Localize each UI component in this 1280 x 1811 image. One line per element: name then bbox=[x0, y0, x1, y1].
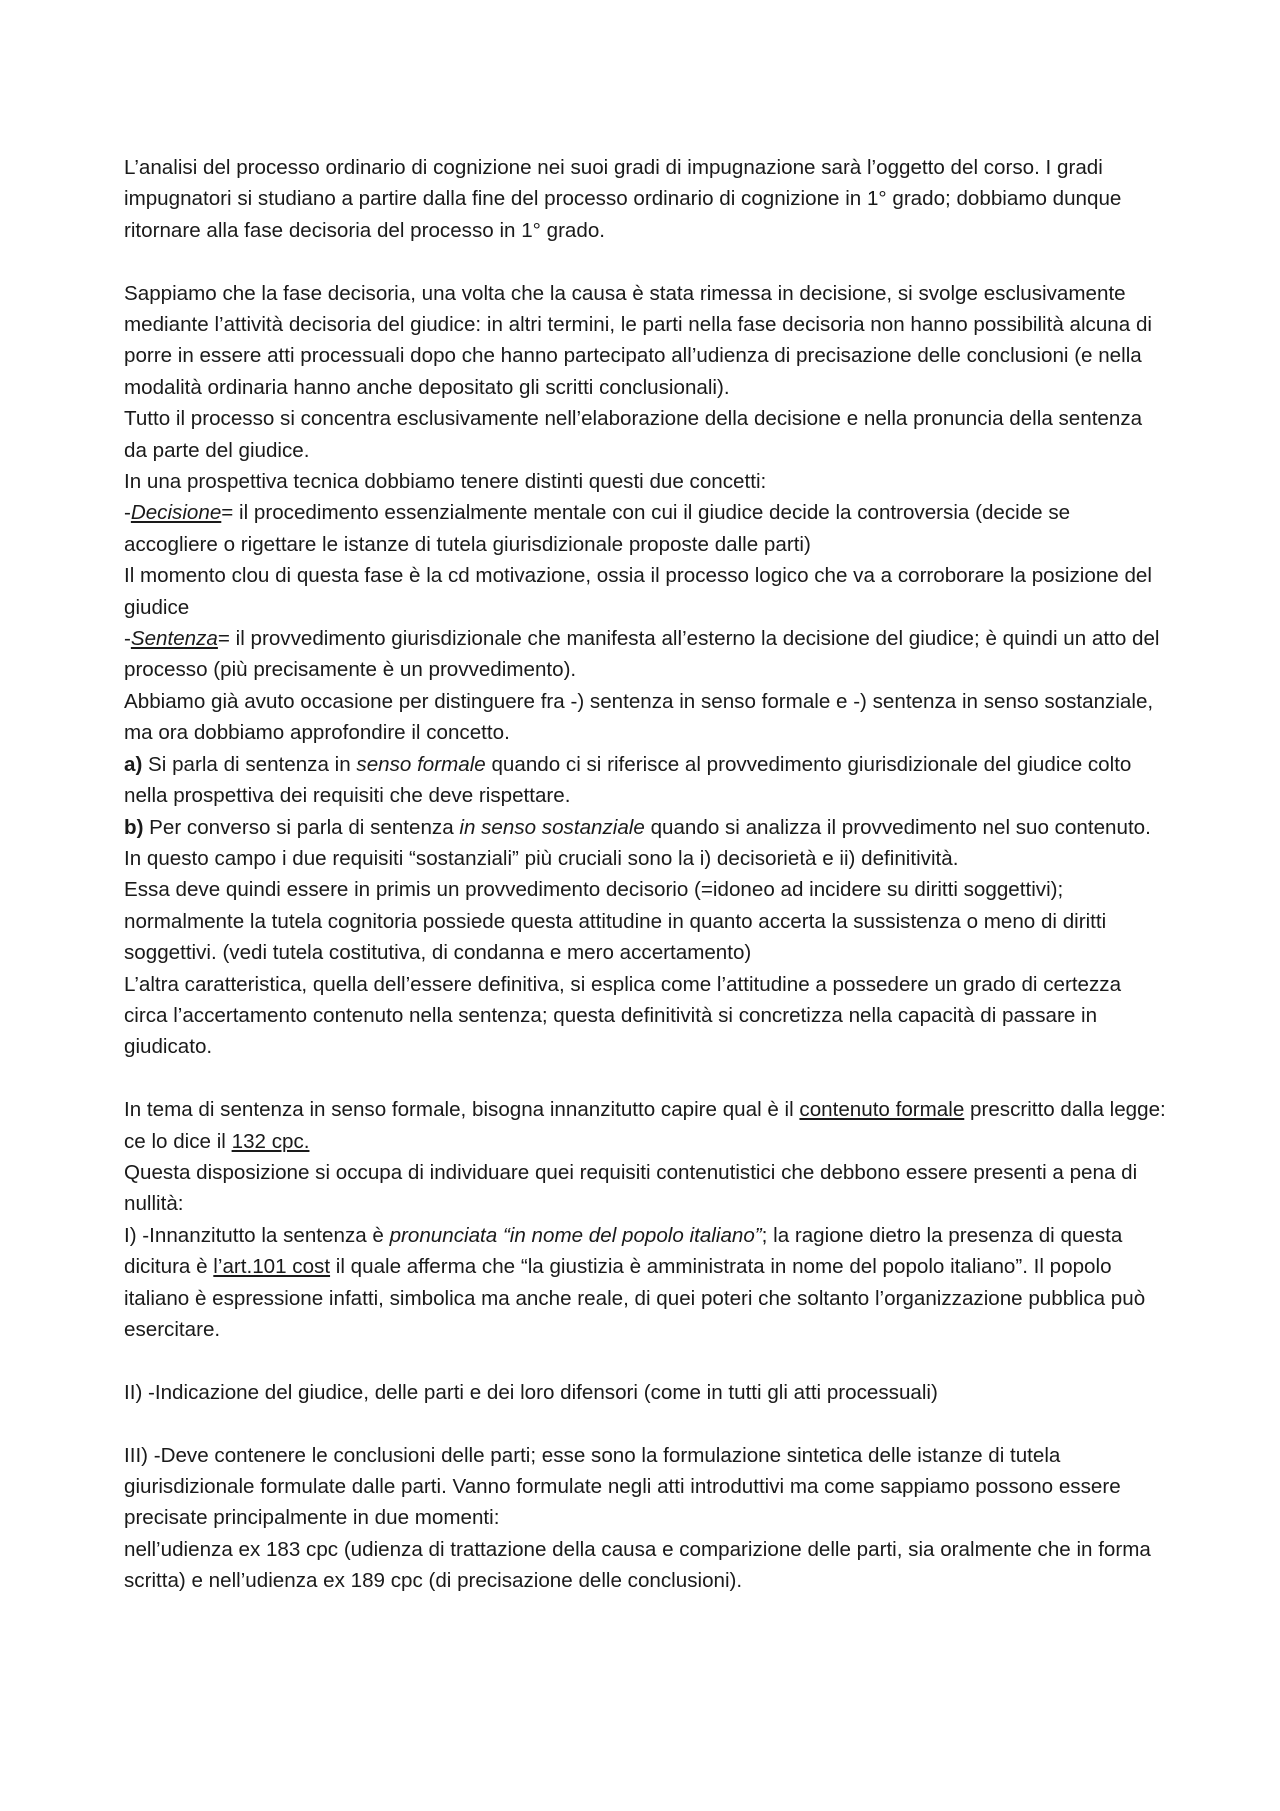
document-page bbox=[124, 152, 1169, 1597]
decisione-term: Decisione bbox=[130, 501, 222, 525]
paragraph-gap bbox=[124, 1063, 1169, 1094]
sentenza-text: = il provvedimento giurisdizionale che manifesta all’esterno la decisione del giudice; è quindi un atto del processo (più precisamente è un provvedimento). bbox=[124, 627, 1160, 682]
paragraph-senso-sostanziale bbox=[124, 812, 1169, 875]
senso-sostanziale-text-b: quando si analizza il provvedimento nel suo contenuto. In questo campo i due requisiti “sostanziali” più cruciali sono la i) decisorietà e ii) definitività. bbox=[124, 815, 1151, 870]
req1-em: pronunciata “in nome del popolo italiano” bbox=[389, 1223, 762, 1247]
paragraph-prospettiva-tecnica: In una prospettiva tecnica dobbiamo tenere distinti questi due concetti: bbox=[124, 470, 767, 494]
paragraph-disposizione: Questa disposizione si occupa di individuare quei requisiti contenutistici che debbono essere presenti a pena di nullità: bbox=[124, 1160, 1138, 1216]
contenuto-formale-link: contenuto formale bbox=[799, 1098, 965, 1122]
label-b: b) bbox=[124, 815, 144, 839]
paragraph-processo-concentra: Tutto il processo si concentra esclusivamente nell’elaborazione della decisione e nella pronuncia della sentenza da parte del giudice. bbox=[124, 407, 1143, 462]
paragraph-motivazione: Il momento clou di questa fase è la cd motivazione, ossia il processo logico che va a corroborare la posizione del giudice bbox=[124, 564, 1152, 619]
decisione-prefix: - bbox=[124, 501, 131, 525]
label-a: a) bbox=[124, 752, 143, 776]
art-132-cpc-ref: 132 cpc. bbox=[231, 1129, 310, 1153]
paragraph-senso-formale bbox=[124, 749, 1169, 812]
paragraph-intro: L’analisi del processo ordinario di cognizione nei suoi gradi di impugnazione sarà l’oggetto del corso. I gradi impugnatori si studiano a partire dalla fine del processo ordinario di cognizione in 1° grado; dobbiamo dunque ritornare alla fase decisoria del processo in 1° grado. bbox=[124, 156, 1122, 242]
sentenza-prefix: - bbox=[124, 627, 131, 651]
art-101-cost-ref: l’art.101 cost bbox=[213, 1255, 331, 1279]
contenuto-text-a: In tema di sentenza in senso formale, bisogna innanzitutto capire qual è il bbox=[124, 1098, 800, 1122]
paragraph-gap bbox=[124, 1408, 1169, 1439]
senso-sostanziale-em: in senso sostanziale bbox=[459, 815, 645, 839]
paragraph-decisorio: Essa deve quindi essere in primis un provvedimento decisorio (=idoneo ad incidere su diritti soggettivi); normalmente la tutela cognitoria possiede questa attitudine in quanto accerta la sussistenza o meno di diritti soggettivi. (vedi tutela costitutiva, di condanna e mero accertamento) bbox=[124, 878, 1107, 965]
paragraph-requisito-2: II) -Indicazione del giudice, delle parti e dei loro difensori (come in tutti gli atti processuali) bbox=[124, 1380, 938, 1404]
decisione-text: = il procedimento essenzialmente mentale con cui il giudice decide la controversia (decide se accogliere o rigettare le istanze di tutela giurisdizionale proposte dalle parti) bbox=[124, 501, 1071, 556]
paragraph-sentenza bbox=[124, 623, 1169, 686]
paragraph-udienze: nell’udienza ex 183 cpc (udienza di trattazione della causa e comparizione delle parti, sia oralmente che in forma scritta) e nell’udienza ex 189 cpc (di precisazione delle conclusioni). bbox=[124, 1537, 1151, 1593]
senso-sostanziale-text-a: Per converso si parla di sentenza bbox=[143, 815, 460, 839]
sentenza-term: Sentenza bbox=[130, 627, 218, 651]
paragraph-definitiva: L’altra caratteristica, quella dell’essere definitiva, si esplica come l’attitudine a possedere un grado di certezza circa l’accertamento contenuto nella sentenza; questa definitività si concretizza nella capacità di passare in giudicato. bbox=[124, 972, 1122, 1059]
paragraph-gap bbox=[124, 1345, 1169, 1376]
paragraph-contenuto-formale bbox=[124, 1094, 1169, 1157]
req1-text-a: I) -Innanzitutto la sentenza è bbox=[124, 1223, 390, 1247]
senso-formale-em: senso formale bbox=[356, 752, 486, 776]
senso-formale-text-b: quando ci si riferisce al provvedimento giurisdizionale del giudice colto nella prospettiva dei requisiti che deve rispettare. bbox=[124, 752, 1132, 808]
paragraph-requisito-1 bbox=[124, 1220, 1169, 1346]
req1-text-c: il quale afferma che “la giustizia è amministrata in nome del popolo italiano”. Il popolo italiano è espressione infatti, simbolica ma anche reale, di quei poteri che soltanto l’organizzazione pubblica può esercitare. bbox=[124, 1255, 1146, 1341]
paragraph-decisione bbox=[124, 497, 1169, 560]
paragraph-fase-decisoria: Sappiamo che la fase decisoria, una volta che la causa è stata rimessa in decisione, si svolge esclusivamente mediante l’attività decisoria del giudice: in altri termini, le parti nella fase decisoria non hanno possibilità alcuna di porre in essere atti processuali dopo che hanno partecipato all’udienza di precisazione delle conclusioni (e nella modalità ordinaria hanno anche depositato gli scritti conclusionali). bbox=[124, 281, 1152, 399]
contenuto-text-b: prescritto dalla legge: ce lo dice il bbox=[124, 1098, 1166, 1153]
paragraph-distinzione: Abbiamo già avuto occasione per distinguere fra -) sentenza in senso formale e -) sentenza in senso sostanziale, ma ora dobbiamo approfondire il concetto. bbox=[124, 689, 1154, 745]
paragraph-requisito-3: III) -Deve contenere le conclusioni delle parti; esse sono la formulazione sintetica delle istanze di tutela giurisdizionale formulate dalle parti. Vanno formulate negli atti introduttivi ma come sappiamo possono essere precisate principalmente in due momenti: bbox=[124, 1443, 1121, 1530]
senso-formale-text-a: Si parla di sentenza in bbox=[142, 752, 357, 776]
paragraph-gap bbox=[124, 246, 1169, 277]
req1-text-b: ; la ragione dietro la presenza di questa dicitura è bbox=[124, 1223, 1123, 1279]
